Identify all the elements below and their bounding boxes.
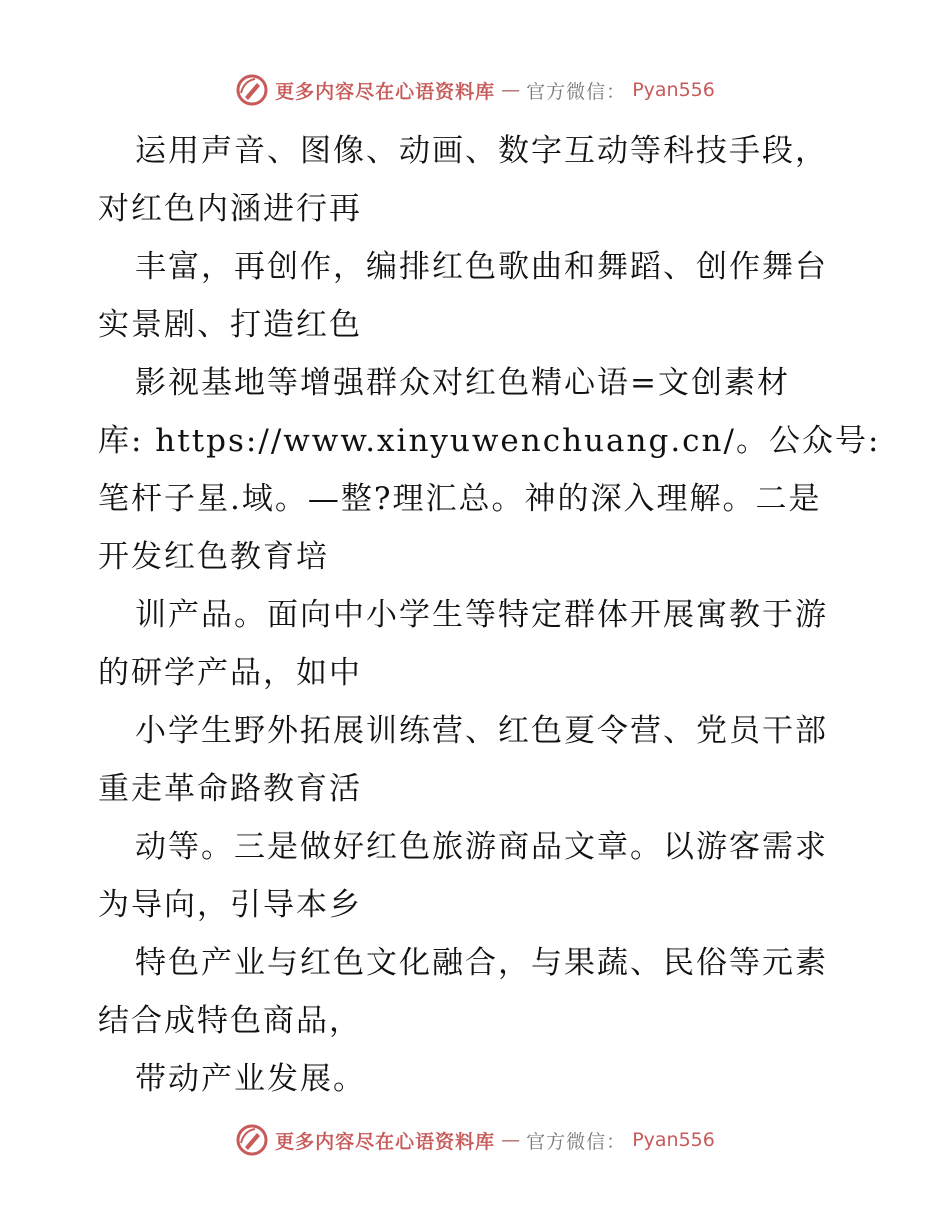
- body-line: 训产品。面向中小学生等特定群体开展寓教于游: [135, 597, 828, 633]
- body-line: 重走革命路教育活: [98, 771, 362, 807]
- body-line: 运用声音、图像、动画、数字互动等科技手段，: [135, 133, 828, 169]
- body-line: 特色产业与红色文化融合，与果蔬、民俗等元素: [135, 945, 828, 981]
- body-line: 实景剧、打造红色: [98, 307, 362, 343]
- watermark-prefix: 官方微信：: [526, 1130, 627, 1153]
- watermark-separator: —: [501, 79, 521, 101]
- header-watermark: [0, 70, 950, 110]
- body-line: 笔杆子星.域。—整?理汇总。神的深入理解。二是: [98, 481, 822, 517]
- body-line: 为导向，引导本乡: [98, 887, 362, 923]
- logo-icon: [235, 1123, 269, 1157]
- document-body: [98, 122, 881, 1108]
- body-line: 开发红色教育培: [98, 539, 329, 575]
- watermark-main-text: 更多内容尽在心语资料库: [275, 80, 496, 103]
- watermark-main-text: 更多内容尽在心语资料库: [275, 1130, 496, 1153]
- body-line: 的研学产品，如中: [98, 655, 362, 691]
- body-line: 带动产业发展。: [135, 1061, 366, 1097]
- body-line: 丰富，再创作，编排红色歌曲和舞蹈、创作舞台: [135, 249, 828, 285]
- body-line: 动等。三是做好红色旅游商品文章。以游客需求: [135, 829, 828, 865]
- body-line: 影视基地等增强群众对红色精心语=文创素材: [135, 365, 790, 401]
- body-line: 小学生野外拓展训练营、红色夏令营、党员干部: [135, 713, 828, 749]
- watermark-wechat-id: Pyan556: [632, 79, 715, 101]
- watermark-separator: —: [501, 1129, 521, 1151]
- logo-icon: [235, 73, 269, 107]
- watermark-wechat-id: Pyan556: [632, 1129, 715, 1151]
- watermark-prefix: 官方微信：: [526, 80, 627, 103]
- body-line: 库: https://www.xinyuwenchuang.cn/。公众号:: [98, 423, 881, 459]
- body-line: 结合成特色商品，: [98, 1003, 362, 1039]
- footer-watermark: [0, 1120, 950, 1160]
- body-line: 对红色内涵进行再: [98, 191, 362, 227]
